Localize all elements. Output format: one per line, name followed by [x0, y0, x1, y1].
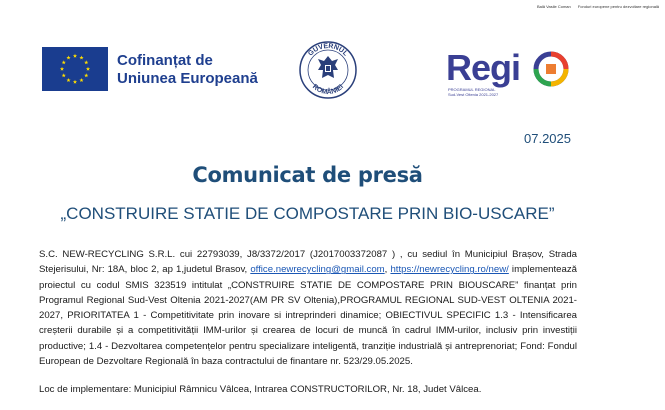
government-seal-icon [298, 40, 358, 100]
regio-wordmark: Regi [446, 47, 521, 88]
regio-subtitle [448, 87, 498, 97]
seal-text-bottom: ROMÂNIEI [310, 83, 346, 97]
page-subtitle: „CONSTRUIRE STATIE DE COMPOSTARE PRIN BIO-USCARE” [60, 204, 555, 223]
body-main: implementează proiectul cu codul SMIS 323519 intitulat „CONSTRUIRE STATIE DE COMPOSTARE PRIN BIOUSCARE” finanțat prin Programul Regional Sud-Vest Oltenia 2021-2027(AM PR SV Oltenia),PROGRAMUL REGIONAL SUD-VEST OLTENIA 2021-2027, PRIORITATEA 1 - Competitivitate prin inovare si intreprinderi dinamice; OBIECTIVUL SPECIFIC 1.3 - Intensificarea creșterii durabile și a competitivității IMM-urilor și crearea de locuri de muncă în cadrul IMM-urilor, inclusiv prin investiții productive; 1.4 - Dezvoltarea competențelor pentru specializare inteligentă, tranziție industrială și antreprenoriat; Fond: Fondul European de Dezvoltare Regională în baza contractului de finantare nr. 523/29.05.2025. [39, 264, 577, 368]
regio-logo-icon [446, 47, 571, 97]
regio-small-left: Bală Vasile Coman [537, 4, 571, 9]
seal-text-top: GUVERNUL [307, 42, 349, 58]
body-paragraph [39, 247, 577, 369]
regio-sub-2: Sud-Vest Oltenia 2021-2027 [448, 92, 499, 97]
regio-small-right: Fonduri europene pentru dezvoltare regională [577, 4, 660, 9]
eu-line-1: Cofinanțat de [117, 52, 213, 69]
regio-o-icon [534, 52, 568, 86]
document-date: 07.2025 [524, 131, 571, 146]
body-intro: S.C. NEW-RECYCLING S.R.L. cui 22793039, J8/3372/2017 (J2017003372087 ) , cu sediul în Municipiul Brașov, Strada Stejerisului, Nr: 18A, bloc 2, ap 1,judetul Brasov, [39, 249, 577, 276]
page-title: Comunicat de presă [192, 163, 423, 187]
website-link[interactable]: https://newrecycling.ro/new/ [390, 264, 509, 276]
svg-text:GUVERNUL [307, 43, 349, 58]
eu-cofinancing-label [117, 52, 258, 88]
eu-flag-icon [42, 47, 108, 91]
regio-sub-1: PROGRAMUL REGIONAL [448, 87, 496, 92]
svg-text:ROMÂNIEI [311, 83, 345, 96]
implementation-location: Loc de implementare: Municipiul Râmnicu Vâlcea, Intrarea CONSTRUCTORILOR, Nr. 18, Judet Vâlcea. [39, 384, 482, 395]
body-separator: , [384, 264, 391, 276]
eu-line-2: Uniunea Europeană [117, 70, 258, 87]
email-link[interactable]: office.newrecycling@gmail.com [250, 264, 385, 276]
regio-top-caption [537, 4, 665, 9]
